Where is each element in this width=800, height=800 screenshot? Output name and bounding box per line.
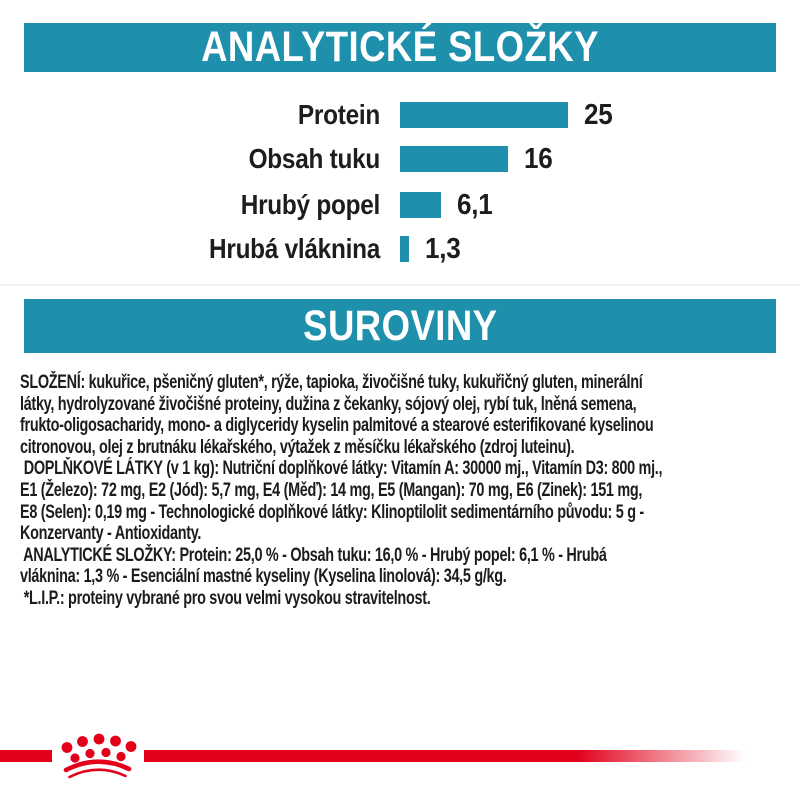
royal-canin-crown-paw-logo-icon [48,718,148,780]
composition-line: citronovou, olej z brutnáku lékařského, výtažek z měsíčku lékařského (zdroj luteinu). [20,436,575,458]
analytical-line: ANALYTICKÉ SLOŽKY: Protein: 25,0 % - Obsah tuku: 16,0 % - Hrubý popel: 6,1 % - Hrubá [20,544,607,566]
chart-row-fat [0,142,800,175]
analytical-line: vláknina: 1,3 % - Esenciální mastné kyseliny (Kyselina linolová): 34,5 g/kg. [20,566,507,588]
bar-label: Hrubý popel [240,189,380,220]
ingredients-banner [24,299,776,353]
ingredients-title: SUROVINY [302,301,498,350]
chart-row-ash [0,188,800,221]
additives-line: DOPLŇKOVÉ LÁTKY (v 1 kg): Nutriční doplňkové látky: Vitamín A: 30000 mj., Vitamín D3: 800 mj., [20,458,663,480]
bar-value: 16 [524,142,553,175]
chart-row-protein [0,98,800,131]
brand-stripe-right [144,750,745,762]
additives-line: E1 (Železo): 72 mg, E2 (Jód): 5,7 mg, E4 (Měď): 14 mg, E5 (Mangan): 70 mg, E6 (Zinek): 151 mg, [20,479,643,501]
composition-line: frukto-oligosacharidy, mono- a diglyceridy kyselin palmitové a stearové esterifikované kyselinou [20,415,654,437]
additives-line: E8 (Selen): 0,19 mg - Technologické doplňkové látky: Klinoptilolit sedimentárního původu: 5 g - [20,501,644,523]
chart-row-fibre [0,232,800,265]
bar-label: Hrubá vláknina [209,233,380,264]
bar-fibre [400,236,409,262]
additives-line: Konzervanty - Antioxidanty. [20,523,202,545]
brand-stripe-left [0,750,52,762]
bar-protein [400,102,568,128]
bar-fat [400,146,508,172]
bar-label: Obsah tuku [248,143,380,174]
bar-label: Protein [297,99,380,130]
bar-value: 1,3 [425,232,461,265]
section-divider [0,284,800,286]
lip-note-line: *L.I.P.: proteiny vybrané pro svou velmi vysokou stravitelnost. [20,587,431,609]
analytical-components-title: ANALYTICKÉ SLOŽKY [201,23,599,71]
composition-text-block [20,372,798,610]
bar-value: 6,1 [457,188,493,221]
composition-line: SLOŽENÍ: kukuřice, pšeničný gluten*, rýže, tapioka, živočišné tuky, kukuřičný gluten, minerální [20,372,643,393]
bar-value: 25 [584,98,613,131]
composition-line: látky, hydrolyzované živočišné proteiny, dužina z čekanky, sójový olej, rybí tuk, lněná semena, [20,393,637,415]
bar-ash [400,192,441,218]
analytical-components-bar-chart [0,0,800,280]
